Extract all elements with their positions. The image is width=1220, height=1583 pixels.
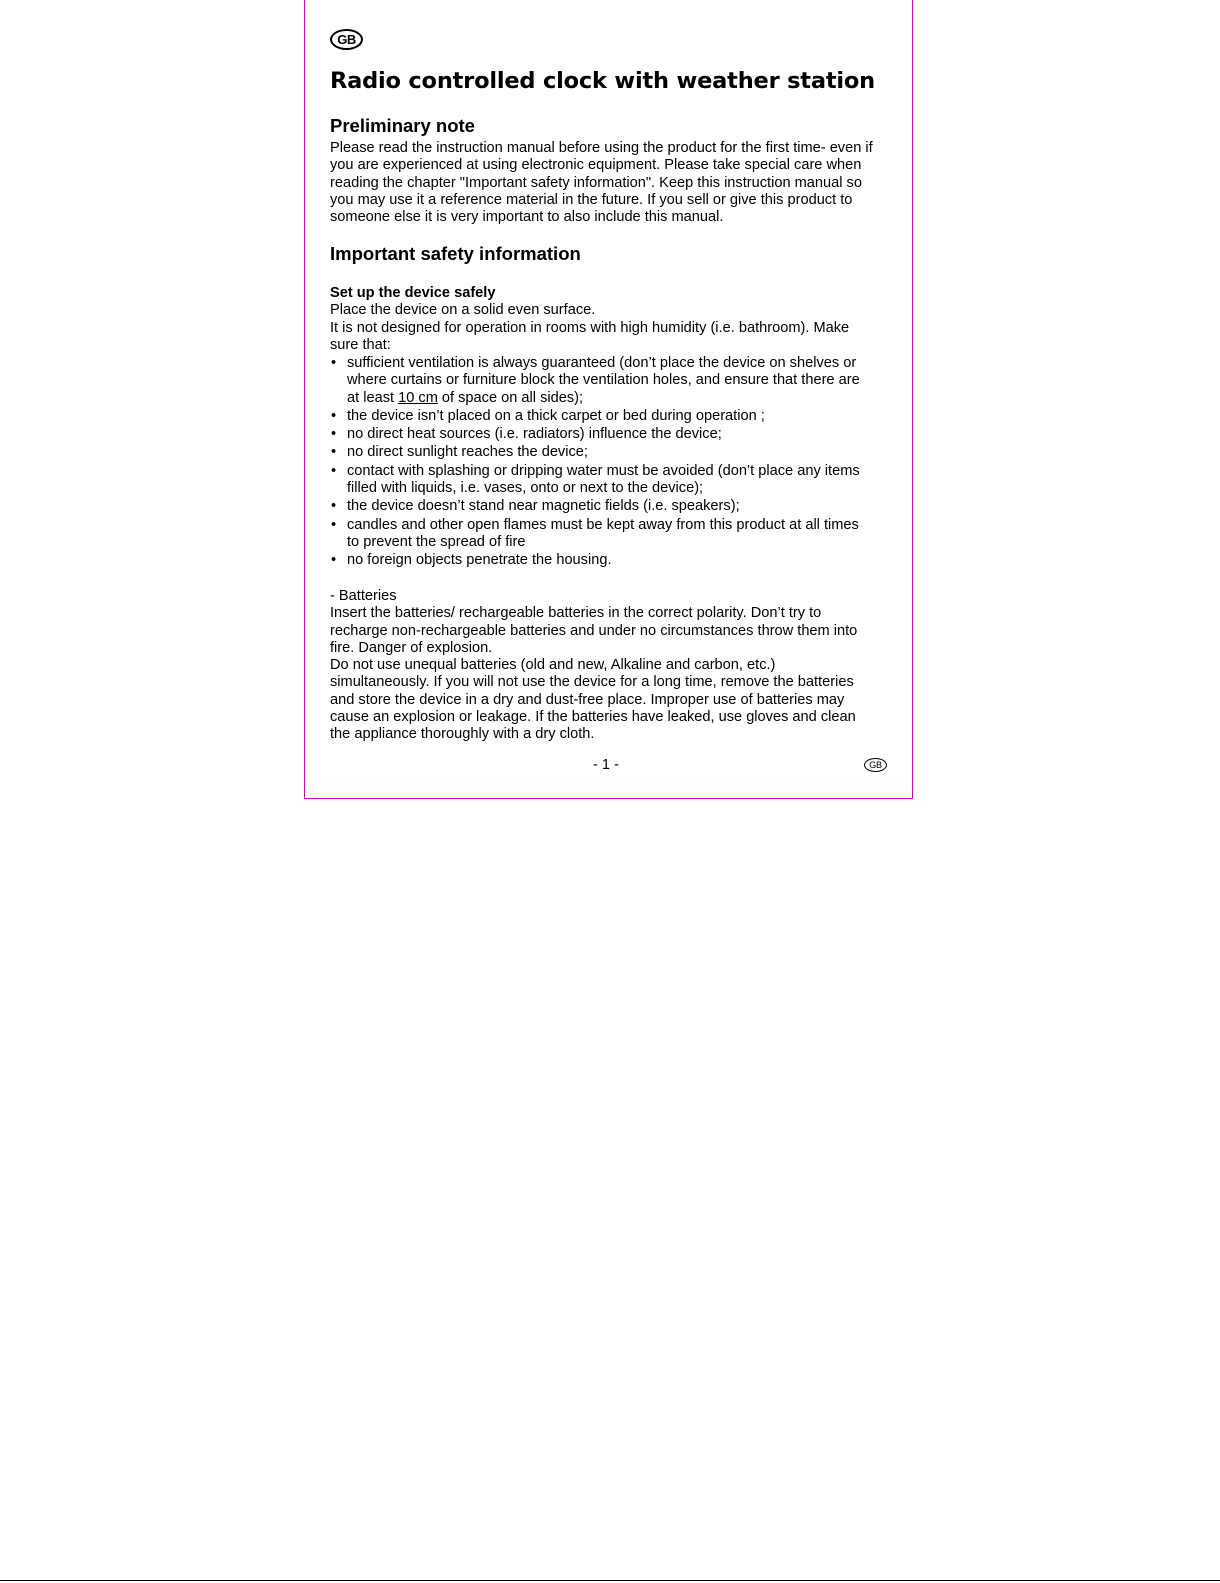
- setup-section: [330, 285, 896, 354]
- text-fragment: of space on all sides);: [437, 389, 584, 406]
- footer-gb-text: GB: [869, 760, 882, 770]
- text-line: Please read the instruction manual before using the product for the first time- even if: [330, 140, 873, 156]
- text-line: the device isn’t placed on a thick carpet or bed during operation ;: [347, 407, 765, 424]
- setup-title: Set up the device safely: [330, 285, 496, 301]
- text-line: It is not designed for operation in rooms with high humidity (i.e. bathroom). Make: [330, 319, 850, 336]
- bullet-icon: •: [331, 516, 337, 533]
- list-item: [330, 463, 896, 498]
- text-line: cause an explosion or leakage. If the batteries have leaked, use gloves and clean: [330, 709, 856, 726]
- bullet-icon: •: [331, 462, 337, 479]
- text-line: no foreign objects penetrate the housing.: [347, 552, 612, 569]
- text-line: to prevent the spread of fire: [347, 533, 526, 550]
- text-line: where curtains or furniture block the ventilation holes, and ensure that there are: [347, 372, 860, 389]
- bullet-icon: •: [331, 552, 337, 569]
- text-line: you may use it a reference material in the future. If you sell or give this product to: [330, 191, 853, 208]
- bottom-divider: [0, 1580, 1220, 1581]
- gb-country-badge: [330, 29, 363, 50]
- bullet-icon: •: [331, 426, 337, 443]
- bullet-icon: •: [331, 498, 337, 515]
- text-line: no direct heat sources (i.e. radiators) influence the device;: [347, 426, 722, 443]
- text-line: contact with splashing or dripping water must be avoided (don’t place any items: [347, 462, 860, 479]
- text-line: Insert the batteries/ rechargeable batteries in the correct polarity. Don’t try to: [330, 605, 822, 622]
- batteries-label: - Batteries: [330, 588, 397, 604]
- text-line: you are experienced at using electronic equipment. Please take special care when: [330, 157, 862, 174]
- page-number: - 1 -: [593, 757, 619, 773]
- text-line: simultaneously. If you will not use the device for a long time, remove the batteries: [330, 674, 854, 691]
- text-line: the appliance thoroughly with a dry cloth.: [330, 726, 595, 743]
- bullet-icon: •: [331, 444, 337, 461]
- footer-gb-badge: [864, 758, 887, 772]
- underlined-measure: 10 cm: [398, 389, 438, 406]
- list-item: [330, 444, 896, 461]
- list-item: [330, 408, 896, 425]
- text-line: Do not use unequal batteries (old and new, Alkaline and carbon, etc.): [330, 657, 776, 674]
- document-title: Radio controlled clock with weather station: [330, 68, 875, 94]
- preliminary-note-text: [330, 140, 896, 226]
- text-line: [347, 390, 896, 407]
- safety-heading: Important safety information: [330, 243, 581, 264]
- text-line: Place the device on a solid even surface.: [330, 302, 596, 319]
- text-line: sure that:: [330, 336, 391, 353]
- text-line: recharge non-rechargeable batteries and under no circumstances throw them into: [330, 622, 858, 639]
- text-fragment: at least: [347, 389, 399, 406]
- gb-badge-text: GB: [337, 32, 356, 47]
- text-line: and store the device in a dry and dust-free place. Improper use of batteries may: [330, 691, 845, 708]
- text-line: candles and other open flames must be kept away from this product at all times: [347, 516, 859, 533]
- text-line: filled with liquids, i.e. vases, onto or next to the device);: [347, 480, 704, 497]
- safety-bullet-list: [330, 355, 896, 571]
- text-line: fire. Danger of explosion.: [330, 639, 493, 656]
- text-line: reading the chapter "Important safety information". Keep this instruction manual so: [330, 174, 862, 191]
- text-line: the device doesn’t stand near magnetic fields (i.e. speakers);: [347, 498, 740, 515]
- list-item: [330, 552, 896, 569]
- bullet-icon: •: [331, 355, 337, 371]
- text-line: sufficient ventilation is always guaranteed (don’t place the device on shelves or: [347, 355, 857, 371]
- list-item: [330, 426, 896, 443]
- bullet-icon: •: [331, 407, 337, 424]
- list-item: [330, 517, 896, 552]
- text-line: someone else it is very important to also include this manual.: [330, 209, 724, 226]
- preliminary-note-heading: Preliminary note: [330, 115, 475, 136]
- list-item: [330, 498, 896, 515]
- text-line: no direct sunlight reaches the device;: [347, 444, 588, 461]
- list-item: [330, 355, 896, 407]
- batteries-section: [330, 588, 896, 744]
